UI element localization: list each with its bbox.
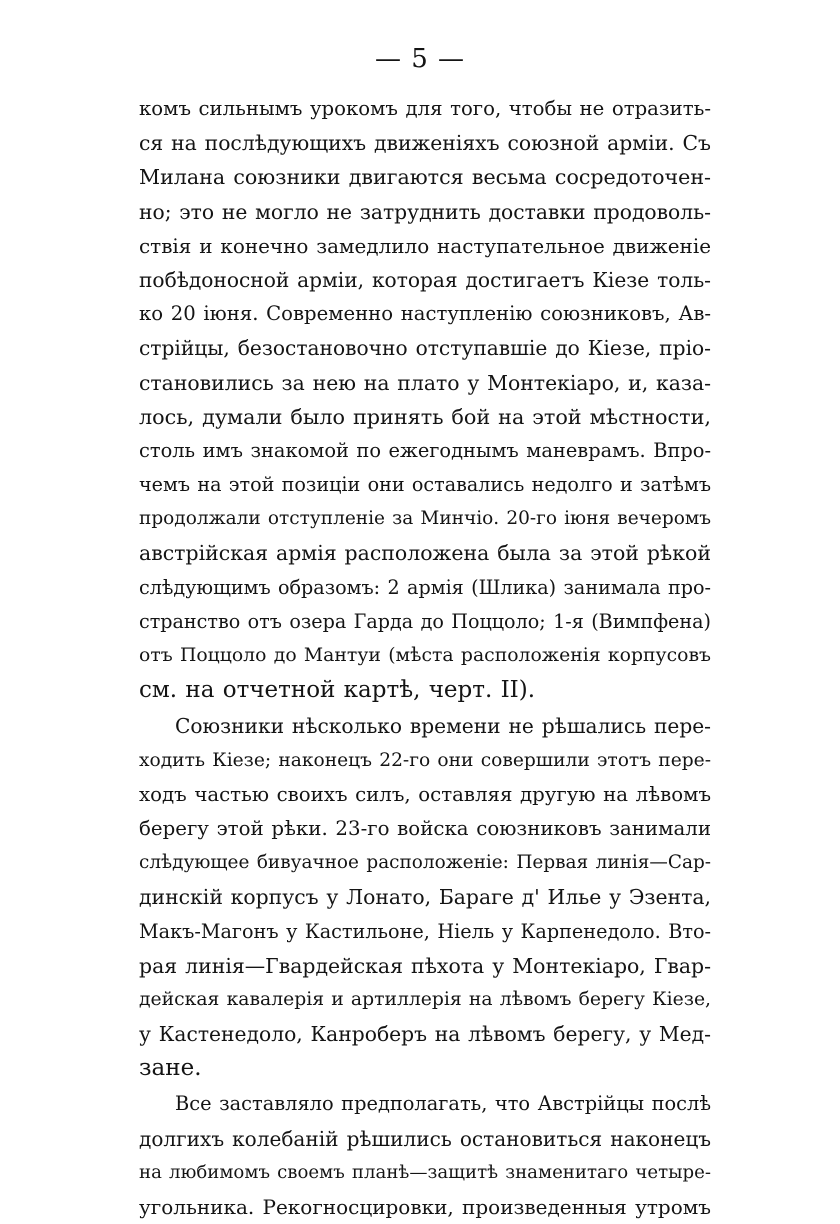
paragraph-3 <box>139 1087 711 1224</box>
text-line: лось, думали было принять бой на этой мѣстности, <box>139 404 711 429</box>
text-line: на любимомъ своемъ планѣ—защитѣ знаменитаго четыре- <box>139 1161 711 1183</box>
text-line: берегу этой рѣки. 23-го войска союзниковъ занимали <box>139 816 711 840</box>
text-line: Макъ-Магонъ у Кастильоне, Ніель у Карпенедоло. Вто- <box>139 919 711 943</box>
text-line: странство отъ озера Гарда до Поццоло; 1-я (Вимпфена) <box>139 609 711 633</box>
text-line: см. на отчетной картѣ, черт. II). <box>139 677 536 704</box>
text-line: ко 20 іюня. Современно наступленію союзниковъ, Ав- <box>139 302 711 326</box>
text-line: Все заставляло предполагать, что Австрійцы послѣ <box>175 1092 711 1116</box>
body-text <box>139 92 711 1224</box>
text-line: ходъ частью своихъ силъ, оставляя другую на лѣвомъ <box>139 782 711 806</box>
text-line: слѣдующимъ образомъ: 2 армія (Шлика) занимала про- <box>139 575 711 599</box>
text-line: у Кастенедоло, Канроберъ на лѣвомъ берегу, у Мед- <box>139 1022 711 1047</box>
text-line: чемъ на этой позиціи они оставались недолго и затѣмъ <box>139 473 711 497</box>
text-line: комъ сильнымъ урокомъ для того, чтобы не отразить- <box>139 97 711 120</box>
text-line: но; это не могло не затруднить доставки продоволь- <box>139 199 711 224</box>
text-line: динскій корпусъ у Лонато, Бараге д' Илье у Эзента, <box>139 885 711 910</box>
text-line: угольника. Рекогносцировки, произведенныя утромъ <box>139 1195 711 1219</box>
text-line: ствія и конечно замедлило наступательное движеніе <box>139 233 711 258</box>
text-line: дейская кавалерія и артиллерія на лѣвомъ берегу Кіезе, <box>139 988 711 1010</box>
text-line: становились за нею на плато у Монтекіаро, и, каза- <box>139 370 711 395</box>
text-line: зане. <box>139 1055 202 1082</box>
paragraph-2 <box>139 709 711 1085</box>
text-line: австрійская армія расположена была за этой рѣкой <box>139 541 711 566</box>
text-line: стрійцы, безостановочно отступавшіе до Кіезе, пріо- <box>139 336 711 361</box>
text-line: долгихъ колебаній рѣшились остановиться наконецъ <box>139 1126 711 1151</box>
text-line: отъ Поццоло до Мантуи (мѣста расположенія корпусовъ <box>139 645 711 666</box>
text-line: ходить Кіезе; наконецъ 22-го они совершили этотъ пере- <box>139 749 711 771</box>
text-line: рая линія—Гвардейская пѣхота у Монтекіаро, Гвар- <box>139 953 711 978</box>
text-line: ся на послѣдующихъ движеніяхъ союзной арміи. Съ <box>139 131 711 156</box>
text-line: побѣдоносной арміи, которая достигаетъ Кіезе толь- <box>139 267 711 292</box>
page-number: — 5 — <box>374 44 466 74</box>
paragraph-1 <box>139 92 711 707</box>
text-line: столь имъ знакомой по ежегоднымъ маневрамъ. Впро- <box>139 438 711 462</box>
text-line: слѣдующее бивуачное расположеніе: Первая линія—Сар- <box>139 852 711 874</box>
text-line: Милана союзники двигаются весьма сосредоточен- <box>139 165 711 190</box>
text-line: Союзники нѣсколько времени не рѣшались пере- <box>175 714 711 739</box>
text-line: продолжали отступленіе за Минчіо. 20-го іюня вечеромъ <box>139 508 711 530</box>
